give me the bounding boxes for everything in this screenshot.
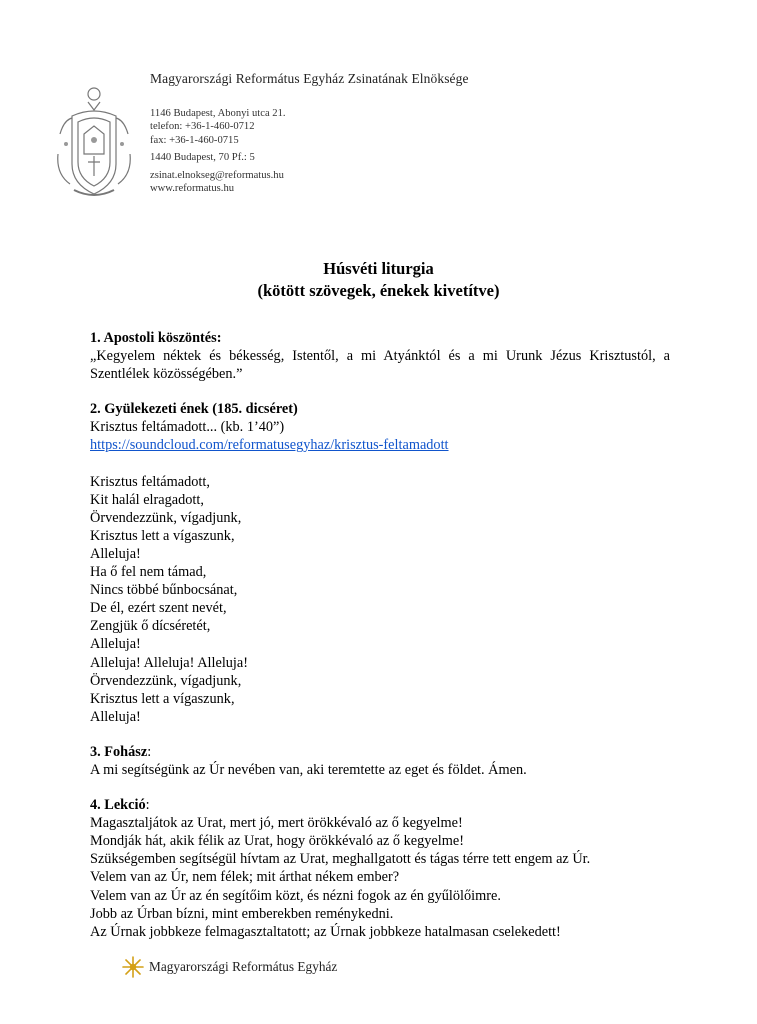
hymn-lyrics (90, 473, 670, 726)
heading-colon: : (145, 797, 150, 814)
organization-name: Magyarországi Református Egyház Zsinatának Elnöksége (150, 71, 469, 86)
street-address: 1146 Budapest, Abonyi utca 21. (150, 108, 286, 119)
reading-line: Jobb az Úrban bízni, mint emberekben reménykedni. (90, 905, 394, 922)
section-hymn (90, 400, 670, 726)
hymn-subtitle: Krisztus feltámadott... (kb. 1’40”) (90, 419, 285, 436)
section-heading: 1. Apostoli köszöntés: (90, 330, 222, 346)
lyric-line: Örvendezzünk, vígadjunk, (90, 672, 242, 689)
section-reading (90, 796, 670, 941)
lyric-line: Alleluja! (90, 708, 141, 725)
section-invocation (90, 743, 670, 779)
lyric-line: Krisztus lett a vígaszunk, (90, 690, 235, 707)
lyric-line: De él, ezért szent nevét, (90, 600, 227, 617)
section-heading: 2. Gyülekezeti ének (185. dicséret) (90, 401, 298, 418)
section-greeting (90, 329, 670, 383)
lyric-line: Zengjük ő dícséretét, (90, 618, 211, 635)
lyric-line: Alleluja! (90, 636, 141, 653)
reading-line: Velem van az Úr, nem félek; mit árthat nékem ember? (90, 869, 400, 886)
lyric-line: Örvendezzünk, vígadjunk, (90, 509, 242, 526)
star-logo-icon (122, 956, 144, 978)
section-heading: 4. Lekció (90, 797, 146, 814)
reading-line: Mondják hát, akik félik az Urat, hogy örökkévaló az ő kegyelme! (90, 833, 464, 850)
fax-number: fax: +36-1-460-0715 (150, 134, 239, 146)
website-link[interactable]: www.reformatus.hu (150, 183, 235, 195)
postal-address: 1440 Budapest, 70 Pf.: 5 (150, 151, 255, 163)
reading-line: Szükségemben segítségül hívtam az Urat, meghallgatott és tágas térre tett engem az Úr. (90, 851, 591, 868)
phone-number: telefon: +36-1-460-0712 (150, 121, 255, 133)
lyric-line: Kit halál elragadott, (90, 491, 204, 508)
document-subtitle: (kötött szövegek, énekek kivetítve) (257, 281, 500, 300)
email-link[interactable]: zsinat.elnokseg@reformatus.hu (150, 170, 284, 182)
heading-colon: : (147, 743, 152, 760)
invocation-text: A mi segítségünk az Úr nevében van, aki teremtette az eget és földet. Ámen. (90, 761, 527, 778)
lyric-line: Nincs többé bűnbocsánat, (90, 582, 238, 599)
reading-line: Velem van az Úr az én segítőim közt, és nézni fogok az én gyűlölőimre. (90, 887, 501, 904)
footer-church-name: Magyarországi Református Egyház (149, 959, 338, 974)
lyric-line: Krisztus feltámadott, (90, 473, 210, 490)
document-title: Húsvéti liturgia (323, 259, 434, 278)
letterhead-address (150, 107, 286, 196)
greeting-text: „Kegyelem néktek és békesség, Istentől, a mi Atyánktól és a mi Urunk Jézus Krisztustól, a Szentlélek közösségében.” (90, 348, 670, 383)
lyric-line: Alleluja! Alleluja! Alleluja! (90, 654, 249, 671)
section-heading: 3. Fohász (90, 743, 148, 760)
footer (122, 955, 337, 979)
reading-line: Az Úrnak jobbkeze felmagasztaltatott; az Úrnak jobbkeze hatalmasan cselekedett! (90, 923, 561, 940)
reading-line: Magasztaljátok az Urat, mert jó, mert örökkévaló az ő kegyelme! (90, 815, 463, 832)
church-crest-icon (54, 84, 134, 204)
soundcloud-link[interactable]: https://soundcloud.com/reformatusegyhaz/krisztus-feltamadott (90, 437, 449, 454)
lyric-line: Alleluja! (90, 545, 141, 562)
lyric-line: Krisztus lett a vígaszunk, (90, 527, 235, 544)
lyric-line: Ha ő fel nem támad, (90, 564, 207, 581)
document-body (90, 329, 670, 941)
